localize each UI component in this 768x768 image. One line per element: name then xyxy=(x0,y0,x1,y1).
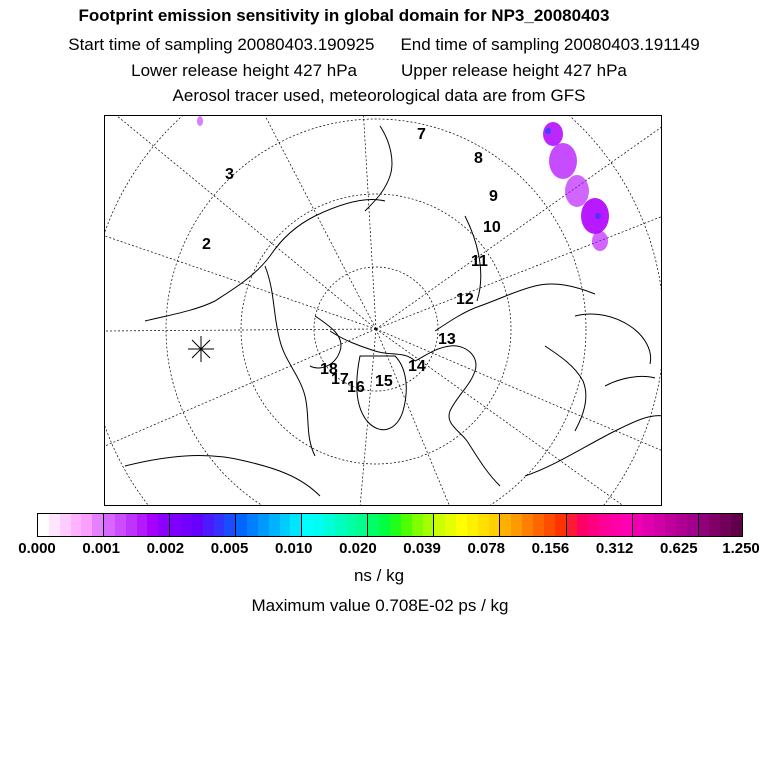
coastline-atlantic xyxy=(125,456,320,496)
colorbar-segment xyxy=(49,514,60,536)
latitude-circle-50 xyxy=(105,116,662,506)
colorbar-tick-label: 0.156 xyxy=(531,540,570,557)
plume-patch xyxy=(197,116,203,126)
colorbar-segment xyxy=(445,514,456,536)
colorbar-segment xyxy=(434,514,445,536)
plume-patch xyxy=(543,122,563,146)
meridian xyxy=(376,329,625,506)
colorbar-segment xyxy=(290,514,302,536)
colorbar-segment xyxy=(71,514,82,536)
colorbar-segment xyxy=(478,514,489,536)
page-title: Footprint emission sensitivity in global domain for NP3_20080403 xyxy=(78,6,610,25)
traj-label: 16 xyxy=(347,379,365,396)
traj-label: 12 xyxy=(456,291,474,308)
meridian xyxy=(260,116,376,329)
upper-release-height: Upper release height 427 hPa xyxy=(401,61,627,80)
colorbar-segment xyxy=(720,514,731,536)
traj-label: 2 xyxy=(202,236,211,253)
release-heights xyxy=(0,61,763,81)
meridian xyxy=(105,236,376,329)
polar-map xyxy=(104,115,662,506)
start-sampling: Start time of sampling 20080403.190925 xyxy=(68,35,375,54)
colorbar-segment xyxy=(401,514,412,536)
meridian xyxy=(376,126,662,329)
colorbar-segment xyxy=(203,514,214,536)
colorbar-segment xyxy=(92,514,104,536)
colorbar-segment xyxy=(335,514,346,536)
traj-label: 7 xyxy=(417,126,426,143)
plume-patch xyxy=(565,175,589,207)
colorbar-segment xyxy=(379,514,390,536)
colorbar-segment xyxy=(676,514,687,536)
meridian xyxy=(105,329,376,331)
colorbar-segment xyxy=(588,514,599,536)
colorbar-segment xyxy=(158,514,170,536)
plume-patch xyxy=(549,143,577,179)
colorbar-tick-label: 0.010 xyxy=(274,540,313,557)
traj-label: 3 xyxy=(225,166,234,183)
colorbar-segment xyxy=(621,514,633,536)
colorbar-segment xyxy=(258,514,269,536)
colorbar-segment xyxy=(214,514,225,536)
release-marker xyxy=(188,336,214,362)
tracer-note: Aerosol tracer used, meteorological data are from GFS xyxy=(172,86,586,105)
lower-release-height: Lower release height 427 hPa xyxy=(131,61,357,80)
colorbar-segment xyxy=(567,514,578,536)
colorbar-tick-label: 0.020 xyxy=(339,540,377,557)
colorbar-segment xyxy=(104,514,115,536)
colorbar-segment xyxy=(467,514,478,536)
colorbar-segment xyxy=(500,514,511,536)
colorbar-segment xyxy=(665,514,676,536)
colorbar-segment xyxy=(247,514,258,536)
colorbar-segment xyxy=(709,514,720,536)
traj-label: 11 xyxy=(471,253,488,270)
colorbar-segment xyxy=(699,514,710,536)
colorbar-segment xyxy=(599,514,610,536)
colorbar-segment xyxy=(731,514,742,536)
colorbar-segment xyxy=(170,514,181,536)
colorbar-segment xyxy=(346,514,357,536)
colorbar-segment xyxy=(126,514,137,536)
sampling-times xyxy=(0,35,768,55)
colorbar-segment xyxy=(654,514,665,536)
traj-label: 8 xyxy=(474,150,483,167)
map-canvas xyxy=(105,116,662,506)
emission-plume xyxy=(197,116,609,251)
colorbar-segment xyxy=(511,514,522,536)
colorbar-segment xyxy=(269,514,280,536)
trajectory-labels xyxy=(202,126,501,396)
colorbar-tick-label: 0.312 xyxy=(595,540,634,557)
plume-peak xyxy=(545,128,551,134)
coastline-asia-east xyxy=(575,314,651,364)
meridian xyxy=(105,116,376,329)
traj-label: 13 xyxy=(438,331,456,348)
meridian xyxy=(363,116,376,329)
colorbar-tick-label: 0.625 xyxy=(660,540,698,557)
colorbar-segment xyxy=(368,514,379,536)
traj-label: 10 xyxy=(483,219,501,236)
colorbar-tick-label: 0.005 xyxy=(210,540,249,557)
colorbar-segment xyxy=(522,514,533,536)
colorbar-segment xyxy=(533,514,544,536)
coastline-mediterranean xyxy=(525,416,662,476)
colorbar-tick-label: 0.039 xyxy=(403,540,441,557)
plume-peak xyxy=(595,213,601,219)
colorbar-segment xyxy=(390,514,401,536)
colorbar-tick-label: 0.078 xyxy=(467,540,506,557)
meridian xyxy=(376,216,662,329)
colorbar-segment xyxy=(137,514,148,536)
lat-lon-grid xyxy=(105,116,662,506)
colorbar-segment xyxy=(356,514,368,536)
colorbar-segment xyxy=(38,514,49,536)
colorbar-segment xyxy=(577,514,588,536)
traj-label: 18 xyxy=(320,361,338,378)
traj-label: 14 xyxy=(408,358,426,375)
coastline-europe xyxy=(545,346,586,431)
colorbar-segment xyxy=(423,514,435,536)
traj-label: 15 xyxy=(375,373,393,390)
colorbar-units: ns / kg xyxy=(353,566,405,585)
colorbar-segment xyxy=(324,514,335,536)
colorbar-segment xyxy=(236,514,247,536)
colorbar-segment xyxy=(555,514,567,536)
colorbar-tick-label: 0.001 xyxy=(82,540,120,557)
colorbar-segment xyxy=(610,514,621,536)
traj-label: 17 xyxy=(331,371,349,388)
maximum-value: Maximum value 0.708E-02 ps / kg xyxy=(251,596,509,615)
colorbar xyxy=(37,513,743,537)
coastline-asia xyxy=(605,376,655,386)
coastline-alaska xyxy=(365,126,392,211)
colorbar-segment xyxy=(224,514,236,536)
colorbar-tick-label: 1.250 xyxy=(722,540,760,557)
colorbar-segment xyxy=(81,514,92,536)
plume-patch xyxy=(592,231,608,251)
coastline-hudson xyxy=(265,266,315,456)
colorbar-segment xyxy=(687,514,699,536)
colorbar-tick-label: 0.002 xyxy=(146,540,185,557)
colorbar-segment xyxy=(115,514,126,536)
coastline-north-america xyxy=(145,199,385,321)
colorbar-segment xyxy=(181,514,192,536)
coastline-scandinavia xyxy=(415,346,500,486)
colorbar-segment xyxy=(302,514,313,536)
colorbar-segment xyxy=(633,514,644,536)
colorbar-segment xyxy=(147,514,158,536)
colorbar-segment xyxy=(456,514,467,536)
colorbar-segment xyxy=(412,514,423,536)
colorbar-segment xyxy=(313,514,324,536)
colorbar-segment xyxy=(489,514,501,536)
colorbar-segment xyxy=(60,514,71,536)
colorbar-segment xyxy=(544,514,555,536)
colorbar-segment xyxy=(192,514,203,536)
end-sampling: End time of sampling 20080403.191149 xyxy=(400,35,700,54)
colorbar-segment xyxy=(280,514,291,536)
colorbar-tick-label: 0.000 xyxy=(18,540,56,557)
traj-label: 9 xyxy=(489,188,498,205)
colorbar-segment xyxy=(643,514,654,536)
